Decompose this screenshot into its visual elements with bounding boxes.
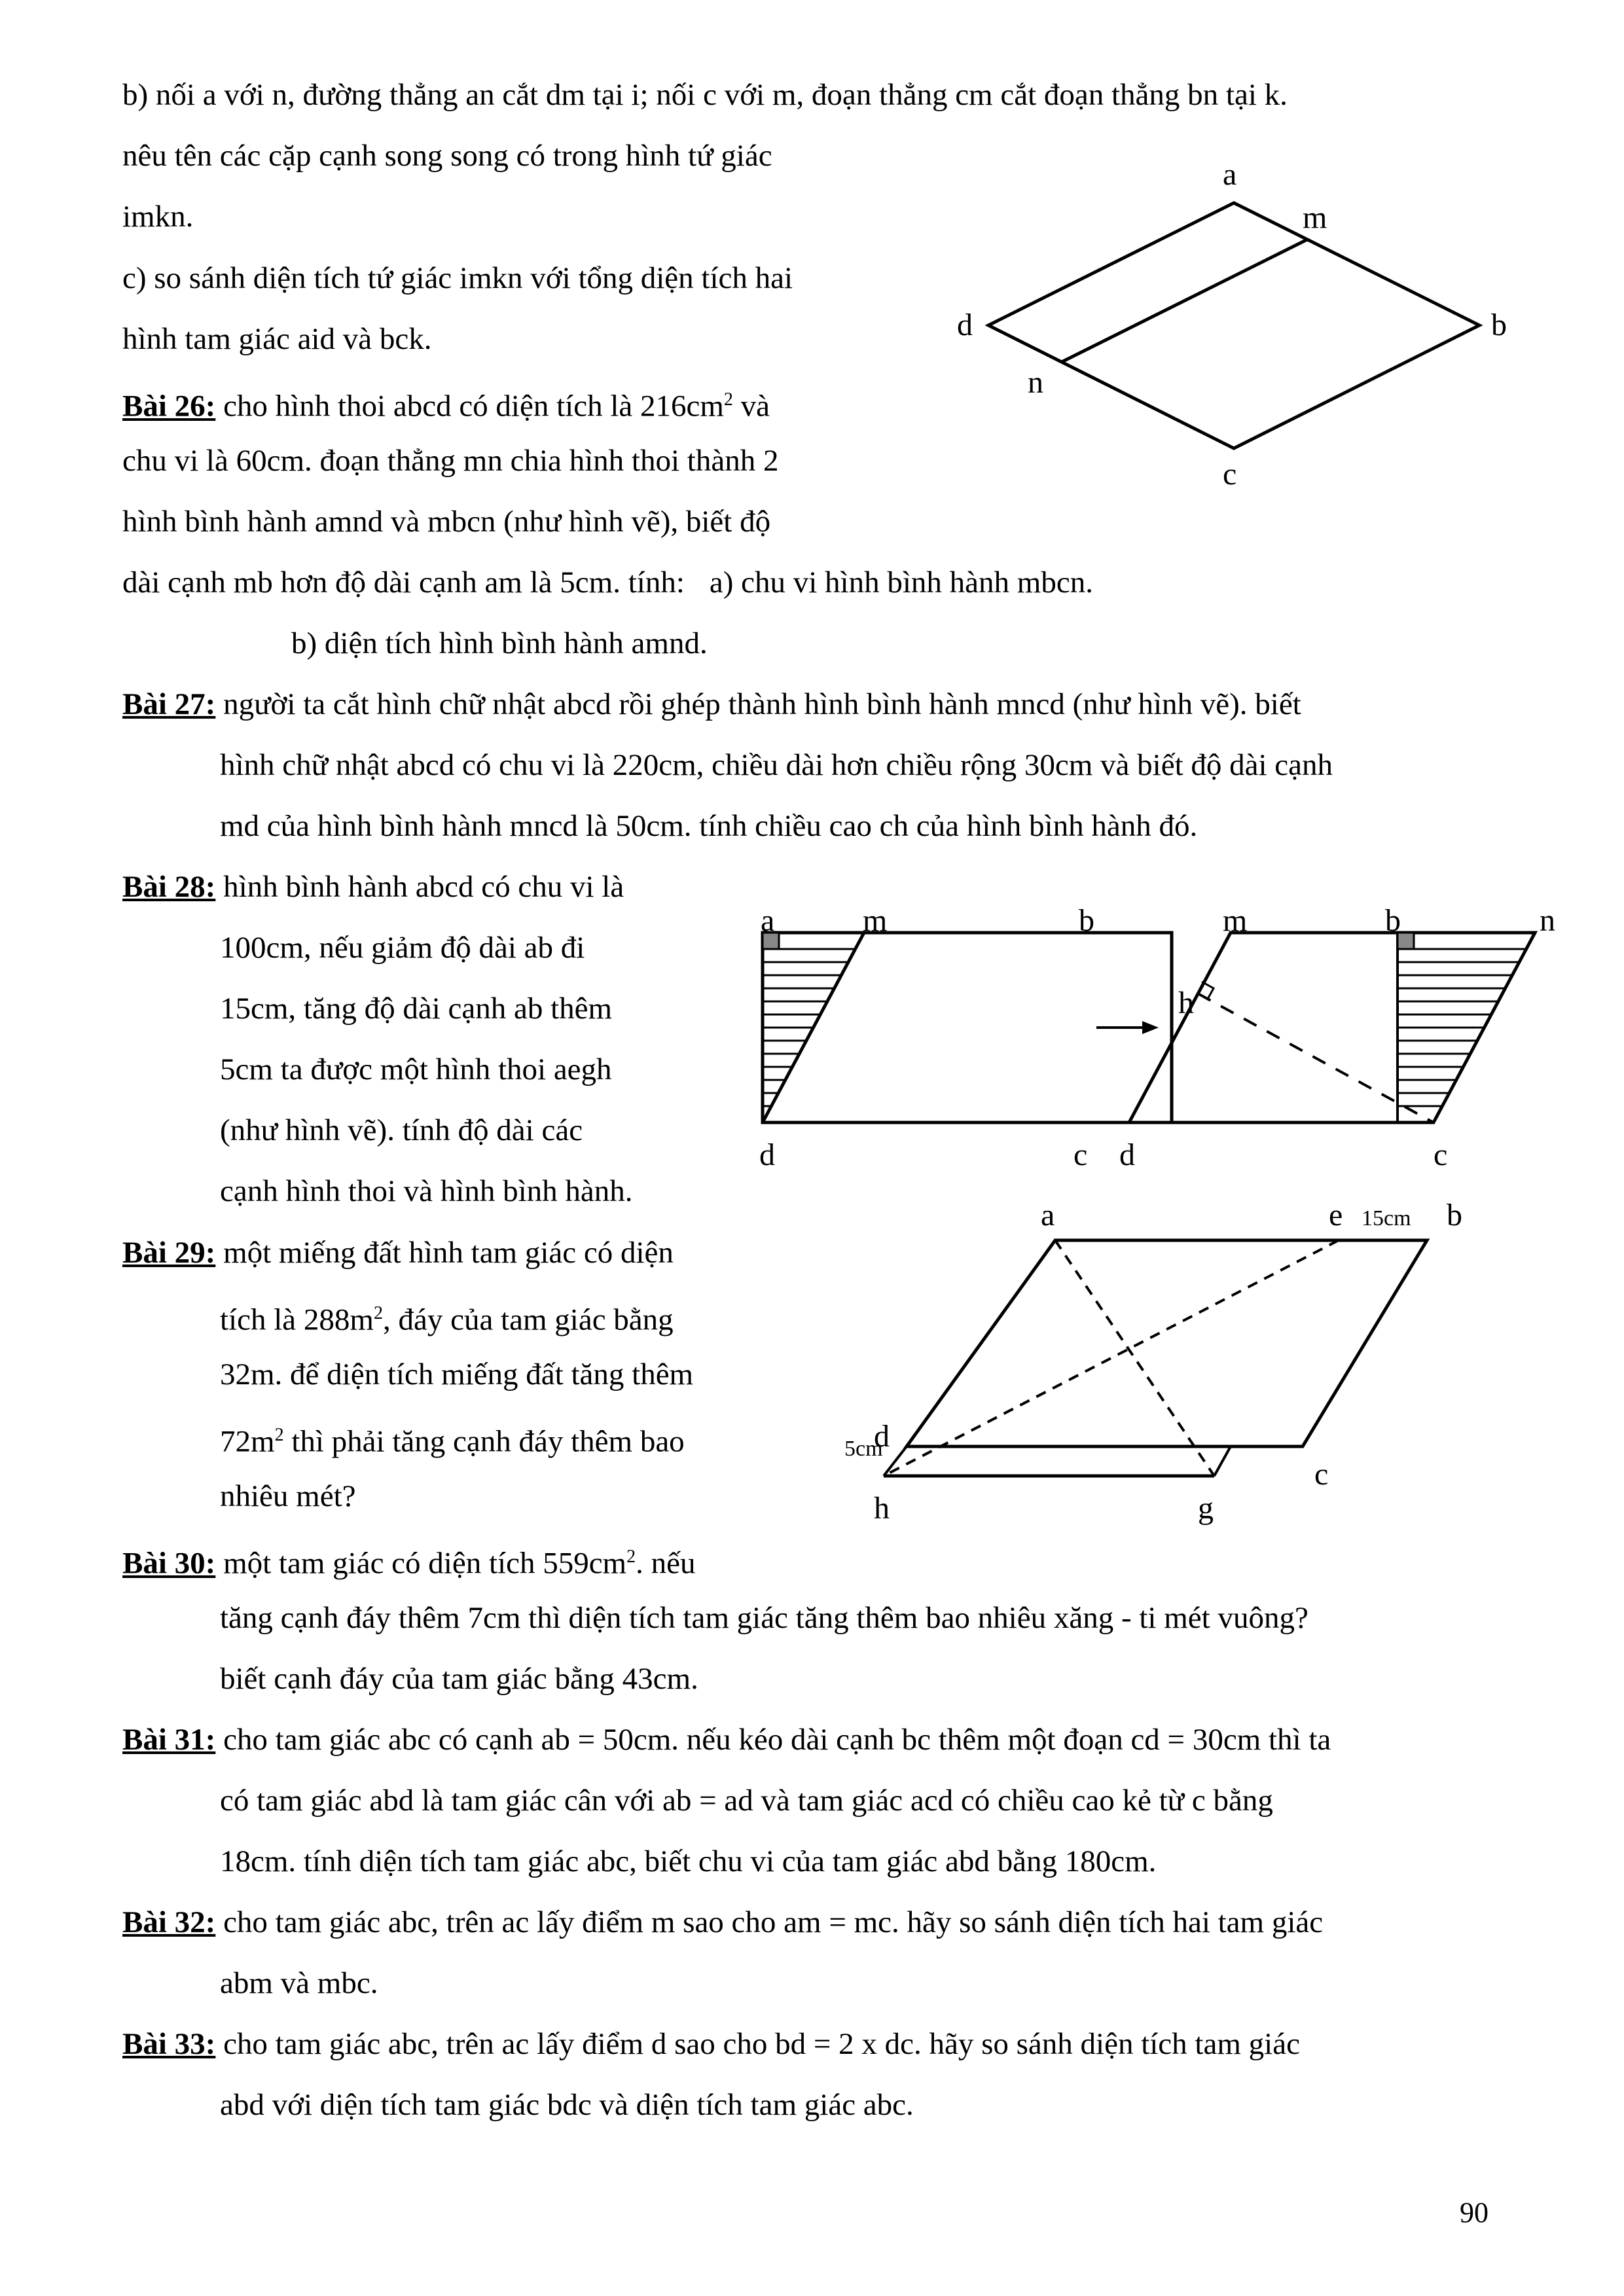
- bai29-line1: [122, 1234, 674, 1271]
- bai31-label: Bài 31:: [122, 1723, 216, 1757]
- hatched-triangle-right: [1398, 949, 1538, 1106]
- bai28-label: Bài 28:: [122, 870, 216, 904]
- bai30-line2: tăng cạnh đáy thêm 7cm thì diện tích tam giác tăng thêm bao nhiêu xăng - ti mét vuông?: [220, 1601, 1308, 1635]
- bai29-line3: 32m. để diện tích miếng đất tăng thêm: [220, 1357, 694, 1391]
- bai33-line2: abd với diện tích tam giác bdc và diện tích tam giác abc.: [220, 2088, 914, 2122]
- bai26-line2: chu vi là 60cm. đoạn thẳng mn chia hình thoi thành 2: [122, 444, 779, 478]
- bai28-line3: 15cm, tăng độ dài cạnh ab thêm: [220, 992, 613, 1026]
- bai30-line1: [122, 1539, 696, 1582]
- segment-g-up: [1214, 1446, 1231, 1476]
- left-label-d: d: [759, 1138, 775, 1172]
- label-b: b: [1447, 1198, 1462, 1232]
- bai30-text1b: . nếu: [636, 1546, 696, 1581]
- bai28-line1: [122, 869, 624, 905]
- bai29-line5: nhiêu mét?: [220, 1479, 356, 1513]
- label-h: h: [874, 1491, 890, 1526]
- right-label-h: h: [1178, 986, 1194, 1020]
- bai26-line4: [122, 564, 1093, 601]
- bai29-text1: một miếng đất hình tam giác có diện: [215, 1236, 674, 1270]
- bai32-line1: [122, 1904, 1323, 1941]
- bai29-line4: [220, 1417, 685, 1460]
- label-m: m: [1303, 200, 1327, 235]
- bai26-line3: hình bình hành amnd và mbcn (như hình vẽ), biết độ: [122, 505, 771, 539]
- bai27-text1: người ta cắt hình chữ nhật abcd rồi ghép thành hình bình hành mncd (như hình vẽ). biết: [215, 687, 1301, 721]
- bai26-text4b: a) chu vi hình bình hành mbcn.: [709, 565, 1093, 600]
- bai28-line2: 100cm, nếu giảm độ dài ab đi: [220, 931, 585, 965]
- bai26-text4a: dài cạnh mb hơn độ dài cạnh am là 5cm. tính:: [122, 565, 685, 600]
- hatched-triangle-left: [763, 949, 877, 1106]
- label-15cm: 15cm: [1362, 1206, 1411, 1230]
- intro-c-line1: c) so sánh diện tích tứ giác imkn với tổng diện tích hai: [122, 261, 793, 295]
- cut-rectangle-figure: [746, 897, 1571, 1178]
- bai29-line2: [220, 1295, 674, 1338]
- label-c: c: [1223, 457, 1237, 492]
- label-c: c: [1314, 1457, 1329, 1492]
- left-label-m: m: [863, 903, 888, 938]
- segment-mn: [1062, 240, 1307, 362]
- diagonal-ag: [1055, 1240, 1214, 1476]
- right-label-c: c: [1434, 1138, 1448, 1172]
- bai29-text4a: 72m: [220, 1424, 275, 1459]
- bai33-line1: [122, 2026, 1300, 2062]
- intro-b-line3: imkn.: [122, 200, 194, 234]
- bai27-line3: md của hình bình hành mncd là 50cm. tính chiều cao ch của hình bình hành đó.: [220, 809, 1198, 843]
- bai28-line6: cạnh hình thoi và hình bình hành.: [220, 1174, 633, 1208]
- bai26-text1b: và: [732, 389, 770, 423]
- bai27-line1: [122, 686, 1301, 723]
- label-a: a: [1223, 157, 1237, 192]
- bai31-line3: 18cm. tính diện tích tam giác abc, biết chu vi của tam giác abd bằng 180cm.: [220, 1844, 1157, 1878]
- bai33-label: Bài 33:: [122, 2027, 216, 2061]
- label-d: d: [874, 1419, 890, 1454]
- bai26-label: Bài 26:: [122, 389, 216, 423]
- bai28-line5: (như hình vẽ). tính độ dài các: [220, 1113, 583, 1147]
- bai29-sup1: 2: [373, 1303, 383, 1323]
- parallelogram-abcd: [907, 1240, 1427, 1446]
- bai29-label: Bài 29:: [122, 1236, 216, 1270]
- bai28-line4: 5cm ta được một hình thoi aegh: [220, 1052, 612, 1086]
- label-d: d: [957, 308, 973, 342]
- aegh-figure: [844, 1191, 1538, 1545]
- bai30-label: Bài 30:: [122, 1546, 216, 1581]
- bai29-text4b: thì phải tăng cạnh đáy thêm bao: [283, 1424, 685, 1459]
- left-label-a: a: [761, 903, 775, 938]
- rhombus-figure: [943, 151, 1532, 517]
- bai31-text1: cho tam giác abc có cạnh ab = 50cm. nếu kéo dài cạnh bc thêm một đoạn cd = 30cm thì ta: [215, 1723, 1331, 1757]
- right-label-b: b: [1385, 903, 1401, 938]
- bai32-text1: cho tam giác abc, trên ac lấy điểm m sao cho am = mc. hãy so sánh diện tích hai tam giác: [215, 1905, 1324, 1939]
- bai32-label: Bài 32:: [122, 1905, 216, 1939]
- bai29-sup2: 2: [274, 1425, 284, 1445]
- arrow-head-icon: [1142, 1021, 1159, 1034]
- bai29-text2a: tích là 288m: [220, 1302, 374, 1337]
- label-g: g: [1198, 1491, 1214, 1526]
- diagonal-eh: [884, 1240, 1339, 1476]
- label-b: b: [1491, 308, 1507, 342]
- label-n: n: [1028, 365, 1043, 400]
- bai27-line2: hình chữ nhật abcd có chu vi là 220cm, chiều dài hơn chiều rộng 30cm và biết độ dài cạnh: [220, 748, 1333, 782]
- label-5cm: 5cm: [844, 1437, 883, 1461]
- bai28-text1: hình bình hành abcd có chu vi là: [215, 870, 624, 904]
- right-label-d: d: [1119, 1138, 1135, 1172]
- bai26-sup: 2: [723, 389, 733, 410]
- bai27-label: Bài 27:: [122, 687, 216, 721]
- bai30-sup: 2: [626, 1547, 636, 1567]
- bai29-text2b: , đáy của tam giác bằng: [382, 1302, 674, 1337]
- bai26-line1: [122, 382, 770, 425]
- left-label-b: b: [1079, 903, 1094, 938]
- right-label-m: m: [1223, 903, 1248, 938]
- bai30-text1a: một tam giác có diện tích 559cm: [215, 1546, 627, 1581]
- bai32-line2: abm và mbc.: [220, 1966, 378, 2000]
- left-label-c: c: [1074, 1138, 1088, 1172]
- bai30-line3: biết cạnh đáy của tam giác bằng 43cm.: [220, 1662, 698, 1696]
- label-e: e: [1329, 1198, 1343, 1232]
- rhombus-shape: [988, 203, 1479, 448]
- label-a: a: [1041, 1198, 1055, 1232]
- right-label-n: n: [1540, 903, 1555, 938]
- bai26-text1: cho hình thoi abcd có diện tích là 216cm: [215, 389, 724, 423]
- bai31-line1: [122, 1721, 1331, 1758]
- intro-b-line: b) nối a với n, đường thẳng an cắt dm tại i; nối c với m, đoạn thẳng cm cắt đoạn thẳng bn tại k.: [122, 78, 1288, 112]
- intro-b-line2: nêu tên các cặp cạnh song song có trong hình tứ giác: [122, 139, 772, 173]
- intro-c-line2: hình tam giác aid và bck.: [122, 322, 432, 356]
- bai33-text1: cho tam giác abc, trên ac lấy điểm d sao cho bd = 2 x dc. hãy so sánh diện tích tam giác: [215, 2027, 1300, 2061]
- page-number: 90: [1460, 2197, 1489, 2229]
- bai31-line2: có tam giác abd là tam giác cân với ab = ad và tam giác acd có chiều cao kẻ từ c bằng: [220, 1784, 1273, 1818]
- bai26-line5: b) diện tích hình bình hành amnd.: [291, 626, 708, 660]
